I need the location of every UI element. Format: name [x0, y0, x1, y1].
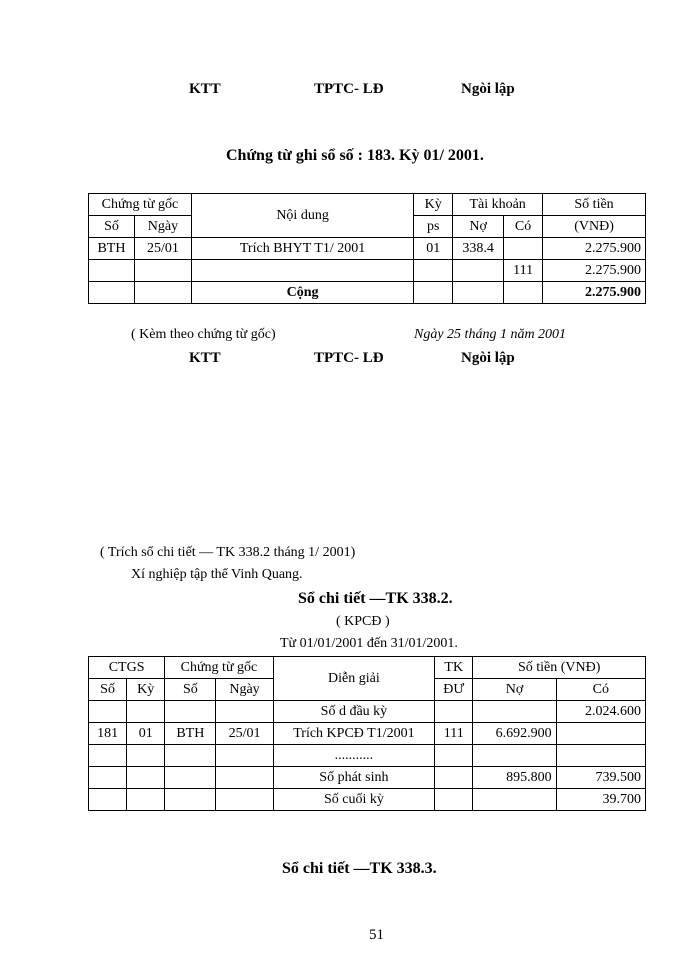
total-label: Cộng — [191, 282, 413, 304]
ledger-period: Từ 01/01/2001 đến 31/01/2001. — [280, 636, 458, 651]
table-cell — [556, 723, 645, 745]
voucher-table — [88, 193, 646, 304]
table-cell — [89, 260, 135, 282]
table-cell: 111 — [504, 260, 543, 282]
table-cell — [435, 767, 473, 789]
table-cell — [134, 260, 191, 282]
header-ngay: Ngày — [134, 216, 191, 238]
signature-nguoi-lap-mid: Ngòi lập — [461, 350, 515, 366]
table-cell — [435, 789, 473, 811]
table-cell: BTH — [165, 723, 216, 745]
table-cell — [89, 701, 127, 723]
table-cell — [414, 260, 453, 282]
table-cell — [453, 260, 504, 282]
table-cell — [216, 701, 273, 723]
table-cell: 01 — [414, 238, 453, 260]
header-co: Có — [504, 216, 543, 238]
header-dien-giai: Diễn giải — [273, 657, 435, 701]
page-number: 51 — [369, 927, 384, 943]
table-cell: ........... — [273, 745, 435, 767]
table-cell — [435, 701, 473, 723]
header-ky: Kỳ — [127, 679, 165, 701]
attach-note: ( Kèm theo chứng từ gốc) — [131, 327, 276, 342]
table-cell: Số d đầu kỳ — [273, 701, 435, 723]
header-so-tien: Số tiền — [543, 194, 646, 216]
header-ky: Kỳ — [414, 194, 453, 216]
table-cell — [127, 767, 165, 789]
signature-nguoi-lap-top: Ngòi lập — [461, 81, 515, 97]
table-cell — [89, 789, 127, 811]
table-cell — [165, 767, 216, 789]
header-chung-tu-goc: Chứng từ gốc — [89, 194, 192, 216]
table-cell: 01 — [127, 723, 165, 745]
next-section-title: Sổ chi tiết —TK 338.3. — [282, 860, 437, 877]
table-cell: 39.700 — [556, 789, 645, 811]
header-du: ĐƯ — [435, 679, 473, 701]
table-cell — [216, 767, 273, 789]
header-ctgs: CTGS — [89, 657, 165, 679]
total-value: 2.275.900 — [543, 282, 646, 304]
header-so: Số — [89, 216, 135, 238]
table-cell: 2.275.900 — [543, 260, 646, 282]
signature-ktt-mid: KTT — [189, 350, 221, 366]
table-cell — [127, 789, 165, 811]
ledger-title: Sổ chi tiết —TK 338.2. — [298, 590, 453, 607]
table-cell — [191, 260, 413, 282]
table-cell: Trích KPCĐ T1/2001 — [273, 723, 435, 745]
table-cell: Trích BHYT T1/ 2001 — [191, 238, 413, 260]
ledger-subtitle: ( KPCĐ ) — [336, 614, 390, 629]
table-cell — [504, 238, 543, 260]
table-cell — [127, 745, 165, 767]
table-cell — [89, 767, 127, 789]
header-tk: TK — [435, 657, 473, 679]
header-no: Nợ — [453, 216, 504, 238]
table-cell: 739.500 — [556, 767, 645, 789]
header-so: Số — [89, 679, 127, 701]
company-name: Xí nghiệp tập thể Vinh Quang. — [131, 567, 303, 582]
table-cell: 2.275.900 — [543, 238, 646, 260]
header-no: Nợ — [473, 679, 556, 701]
ledger-table — [88, 656, 646, 811]
table-cell — [556, 745, 645, 767]
header-ngay: Ngày — [216, 679, 273, 701]
signature-tptc-mid: TPTC- LĐ — [314, 350, 384, 366]
table-cell: 25/01 — [134, 238, 191, 260]
table-cell: 2.024.600 — [556, 701, 645, 723]
table-cell: Số cuối kỳ — [273, 789, 435, 811]
table-cell — [165, 789, 216, 811]
header-co: Có — [556, 679, 645, 701]
table-cell — [165, 701, 216, 723]
table-cell — [216, 745, 273, 767]
header-ps: ps — [414, 216, 453, 238]
header-so-tien: Số tiền (VNĐ) — [473, 657, 646, 679]
header-noi-dung: Nội dung — [191, 194, 413, 238]
header-tai-khoan: Tài khoản — [453, 194, 543, 216]
table-cell — [216, 789, 273, 811]
table-cell: 338.4 — [453, 238, 504, 260]
table-cell — [89, 745, 127, 767]
header-so2: Số — [165, 679, 216, 701]
header-vnd: (VNĐ) — [543, 216, 646, 238]
table-cell — [473, 701, 556, 723]
table-cell: 6.692.900 — [473, 723, 556, 745]
signature-ktt-top: KTT — [189, 81, 221, 97]
table-cell: Số phát sinh — [273, 767, 435, 789]
table-cell: 111 — [435, 723, 473, 745]
header-chung-tu-goc: Chứng từ gốc — [165, 657, 273, 679]
extract-note: ( Trích sổ chi tiết — TK 338.2 tháng 1/ 2001) — [100, 545, 356, 560]
table-cell — [435, 745, 473, 767]
table-cell: BTH — [89, 238, 135, 260]
table-cell: 895.800 — [473, 767, 556, 789]
table-cell: 181 — [89, 723, 127, 745]
table-cell — [473, 745, 556, 767]
signature-tptc-top: TPTC- LĐ — [314, 81, 384, 97]
table-cell — [473, 789, 556, 811]
voucher-title: Chứng từ ghi sổ số : 183. Kỳ 01/ 2001. — [226, 147, 484, 164]
table-cell — [165, 745, 216, 767]
table-cell: 25/01 — [216, 723, 273, 745]
table-cell — [127, 701, 165, 723]
date-note: Ngày 25 tháng 1 năm 2001 — [414, 327, 567, 342]
